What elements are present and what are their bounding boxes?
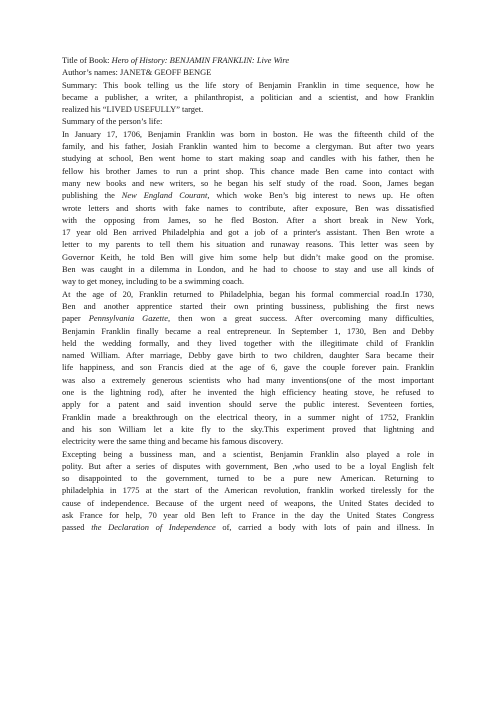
paragraph-line <box>62 337 434 349</box>
line-text: wrote letters and shorts with fake names to contribute, after exposure, Ben was dissatisfied <box>62 202 434 213</box>
line-text: of, carried a body with lots of pain and illness. In <box>215 522 434 533</box>
line-text: with the opposing from James, so he fled Boston. After a short break in New York, <box>62 214 434 225</box>
paragraph-line <box>62 263 434 275</box>
book-title-label: Title of Book: <box>62 55 110 65</box>
summary-line: Summary: This book telling us the life story of Benjamin Franklin in time sequence, how he <box>62 79 434 90</box>
line-text: At the age of 20, Franklin returned to Philadelphia, began his formal commercial road.In 1730, <box>62 288 434 299</box>
summary-line: realized his “LIVED USEFULLY” target. <box>62 104 204 115</box>
line-text: so disappointed to the government, turned to be a pure new American. Returning to <box>62 473 434 484</box>
author-label: Author’s names: <box>62 67 118 78</box>
paragraph-line <box>62 275 434 287</box>
line-text: named William. After marriage, Debby gave birth to two children, daughter Sara became their <box>62 350 434 361</box>
line-text: In January 17, 1706, Benjamin Franklin was born in boston. He was the fifteenth child of the <box>62 128 434 139</box>
paragraph-line <box>62 226 434 238</box>
line-text: , which woke Ben’s big interest to news up. He often <box>207 190 434 201</box>
line-text: Ben and another apprentice started their own printing bussiness, publishing the first news <box>62 300 434 311</box>
paragraph-politics <box>62 448 434 534</box>
paragraph-early-life <box>62 128 434 288</box>
paragraph-line <box>62 386 434 398</box>
line-text: family, and his father, Josiah Franklin wanted him to become a clergyman. But after two years <box>62 141 434 152</box>
line-text: paper <box>62 313 89 324</box>
paragraph-career <box>62 288 434 448</box>
paragraph-line <box>62 300 434 312</box>
paragraph-line <box>62 288 434 300</box>
line-text: cause of independence. Because of the urgent need of weapons, the United States decided to <box>62 497 434 508</box>
paragraph-line <box>62 398 434 410</box>
line-text: Governor Keith, he told Ben will give him some help but didn’t make good on the promise. <box>62 251 434 262</box>
line-text: way to get money, including to be a swimming coach. <box>62 276 244 287</box>
line-text: fellow his brother James to run a print shop. This chance made Ben came into contact with <box>62 165 434 176</box>
paragraph-line <box>62 460 434 472</box>
line-text: many new books and new writers, so he began his self study of the road. Soon, James began <box>62 177 434 188</box>
line-text: Ben was caught in a dilemma in London, and he had to choose to stay and use all kinds of <box>62 264 434 275</box>
paragraph-line <box>62 509 434 521</box>
line-text: electricity were the same thing and became his famous discovery. <box>62 436 284 447</box>
paragraph-line <box>62 189 434 201</box>
line-text: Benjamin Franklin finally became a real entrepreneur. In September 1, 1730, Ben and Debby <box>62 325 434 336</box>
line-text: and his son William let a kite fly to the sky.This experiment proved that lightning and <box>62 423 434 434</box>
paragraph-line <box>62 374 434 386</box>
summary-paragraph <box>62 79 434 116</box>
line-text: Franklin made a breakthrough on the electrical theory, in a summer night of 1752, Franklin <box>62 411 434 422</box>
paragraph-line <box>62 152 434 164</box>
paragraph-line <box>62 177 434 189</box>
line-text: passed <box>62 522 92 533</box>
italic-title: the Declaration of Independence <box>91 522 216 533</box>
paragraph-line <box>62 128 434 140</box>
document-body <box>62 54 434 534</box>
line-text: apply for a patent and said invention should serve the public interest. Seventeen forties, <box>62 399 434 410</box>
line-text: life happiness, and son Francis died at the age of 6, gave the couple forever pain. Franklin <box>62 362 434 373</box>
author-value: JANET& GEOFF BENGE <box>119 67 212 78</box>
line-text: philadelphia in 1775 at the start of the American revolution, franklin worked tirelessly for the <box>62 485 434 496</box>
line-text: , then won a great success. After overcoming many difficulties, <box>167 313 434 324</box>
paragraph-line <box>62 251 434 263</box>
book-title-line <box>62 54 434 66</box>
paragraph-line <box>62 484 434 496</box>
author-line <box>62 66 434 78</box>
paragraph-line <box>62 349 434 361</box>
paragraph-line <box>62 411 434 423</box>
line-text: ask France for help, 70 year old Ben left to France in the day the United States Congress <box>62 509 434 520</box>
paragraph-line <box>62 423 434 435</box>
paragraph-line <box>62 497 434 509</box>
paragraph-line <box>62 472 434 484</box>
line-text: held the wedding formally, and they lived together with the illegitimate child of Franklin <box>62 337 434 348</box>
book-title-value: Hero of History: BENJAMIN FRANKLIN: Live Wire <box>111 55 290 65</box>
paragraph-line <box>62 140 434 152</box>
line-text: publishing the <box>62 190 122 201</box>
line-text: was also a extremely generous scientists who had many inventions(one of the most important <box>62 374 434 385</box>
paragraph-line <box>62 325 434 337</box>
life-heading: Summary of the person’s life: <box>62 116 163 127</box>
line-text: one is the lightning rod), after he invented the high efficiency heating stove, he refused to <box>62 387 434 398</box>
paragraph-line <box>62 312 434 324</box>
line-text: Excepting being a bussiness man, and a scientist, Benjamin Franklin also played a role in <box>62 448 434 459</box>
line-text: 17 year old Ben arrived Philadelphia and got a job of a printer's assistant. Then Ben wrote a <box>62 227 434 238</box>
italic-title: New England Courant <box>121 190 208 201</box>
paragraph-line <box>62 238 434 250</box>
paragraph-line <box>62 214 434 226</box>
paragraph-line <box>62 435 434 447</box>
italic-title: Pennsylvania Gazette <box>88 313 168 324</box>
paragraph-line <box>62 165 434 177</box>
paragraph-line <box>62 521 434 533</box>
line-text: studying at school, Ben went home to start making soap and candles with his father, then he <box>62 153 434 164</box>
paragraph-line <box>62 202 434 214</box>
paragraph-line <box>62 448 434 460</box>
line-text: polity. But after a series of disputes with government, Ben ,who used to be a loyal English felt <box>62 460 434 471</box>
paragraph-line <box>62 361 434 373</box>
line-text: letter to my parents to tell them his situation and runaway reasons. This letter was seen by <box>62 239 434 250</box>
summary-line: became a publisher, a writer, a philanthropist, a politician and a scientist, and how Franklin <box>62 91 434 102</box>
